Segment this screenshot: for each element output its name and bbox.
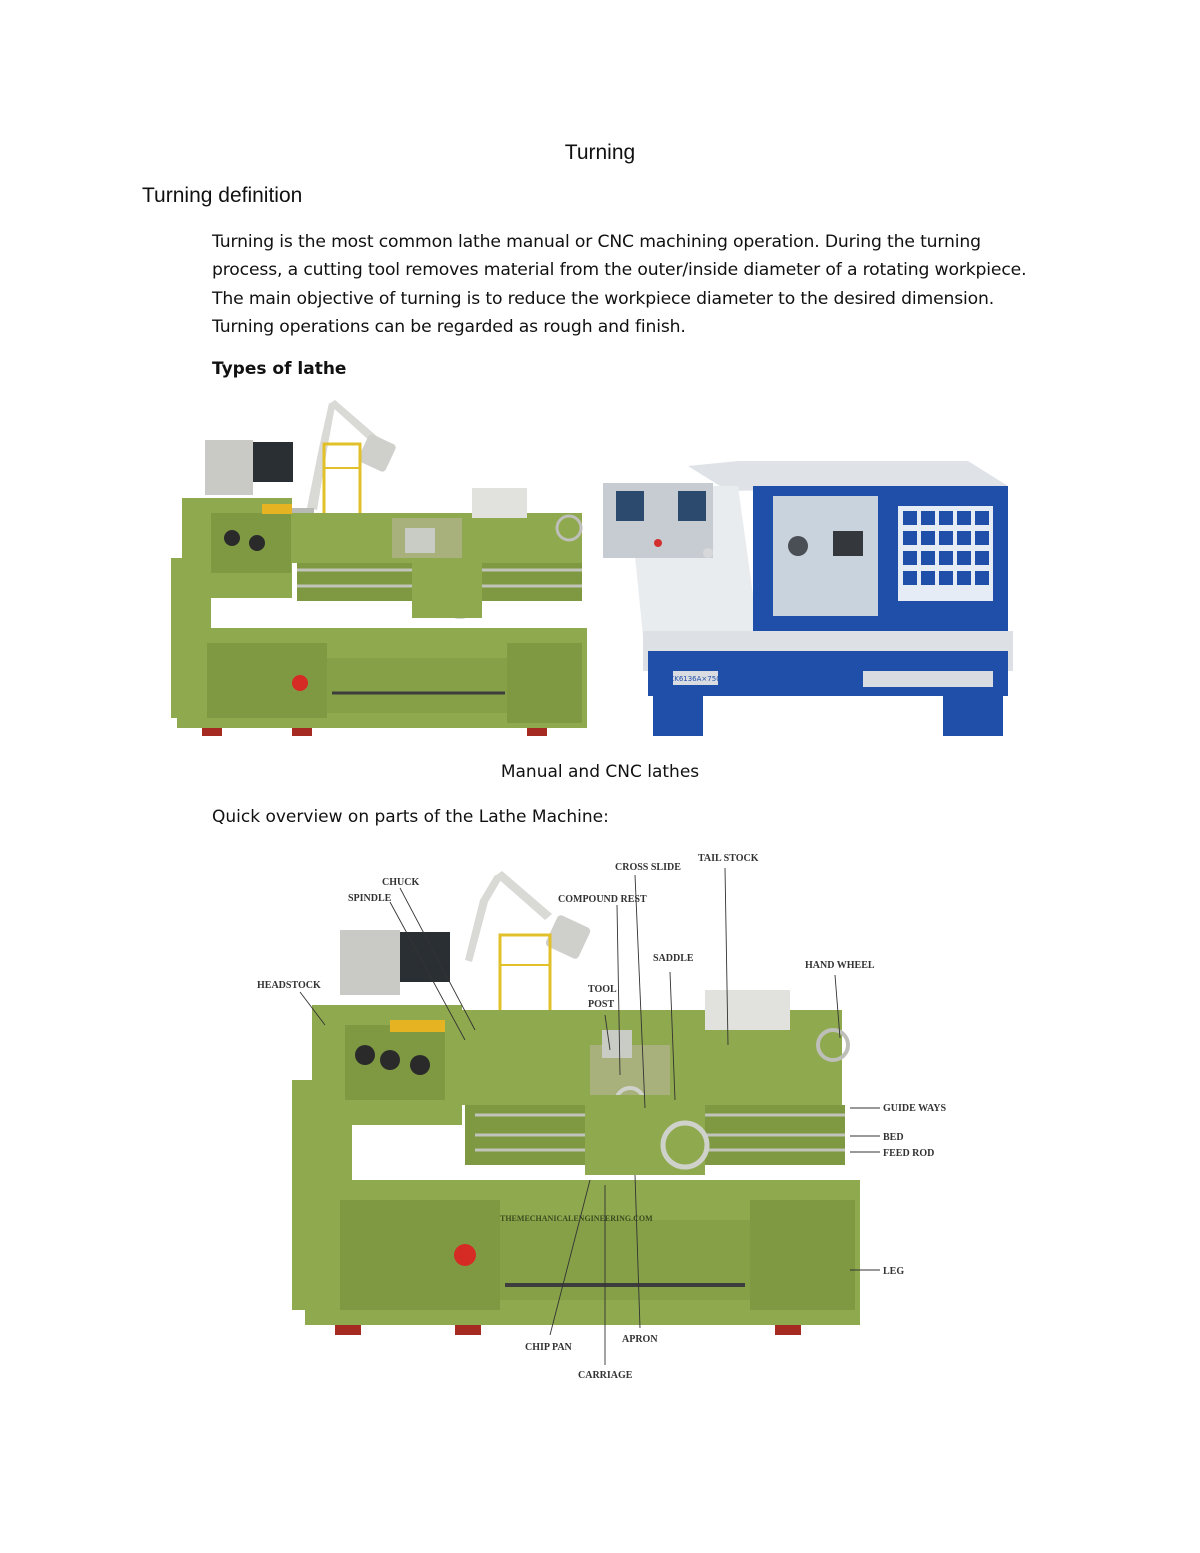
section-heading: Turning definition bbox=[142, 184, 303, 207]
watermark: THEMECHANICALENGINEERING.COM bbox=[500, 1214, 653, 1223]
label-chuck: CHUCK bbox=[382, 877, 420, 888]
label-guide-ways: GUIDE WAYS bbox=[883, 1103, 947, 1114]
label-feed-rod: FEED ROD bbox=[883, 1148, 935, 1159]
label-hand-wheel: HAND WHEEL bbox=[805, 960, 875, 971]
label-apron: APRON bbox=[622, 1334, 658, 1345]
cnc-lathe-photo bbox=[598, 446, 1032, 738]
label-headstock: HEADSTOCK bbox=[257, 980, 321, 991]
label-carriage: CARRIAGE bbox=[578, 1370, 633, 1381]
label-cross-slide: CROSS SLIDE bbox=[615, 862, 681, 873]
label-saddle: SADDLE bbox=[653, 953, 694, 964]
label-tail-stock: TAIL STOCK bbox=[698, 853, 759, 864]
label-bed: BED bbox=[883, 1132, 904, 1143]
document-title: Turning bbox=[564, 141, 636, 164]
lathe-parts-diagram bbox=[250, 840, 950, 1385]
types-subheading: Types of lathe bbox=[212, 359, 347, 379]
label-spindle: SPINDLE bbox=[348, 893, 392, 904]
nameplate bbox=[262, 504, 292, 514]
manual-lathe-photo bbox=[167, 398, 592, 741]
cnc-model-plate: CK6136A×750 bbox=[669, 675, 721, 683]
label-chip-pan: CHIP PAN bbox=[525, 1342, 572, 1353]
label-compound-rest: COMPOUND REST bbox=[558, 894, 647, 905]
figure-caption: Manual and CNC lathes bbox=[500, 762, 700, 782]
definition-paragraph: Turning is the most common lathe manual or CNC machining operation. During the turning process, a cutting tool removes material from the outer/inside diameter of a rotating workpiece. The main objective of turning is to reduce the workpiece diameter to the desired dimension. Turning operations can be regarded as rough and finish. bbox=[212, 232, 1027, 337]
nameplate bbox=[390, 1020, 445, 1032]
label-tool-post-2: POST bbox=[588, 999, 615, 1010]
label-leg: LEG bbox=[883, 1266, 905, 1277]
overview-heading: Quick overview on parts of the Lathe Machine: bbox=[212, 807, 609, 827]
label-tool-post-1: TOOL bbox=[588, 984, 617, 995]
